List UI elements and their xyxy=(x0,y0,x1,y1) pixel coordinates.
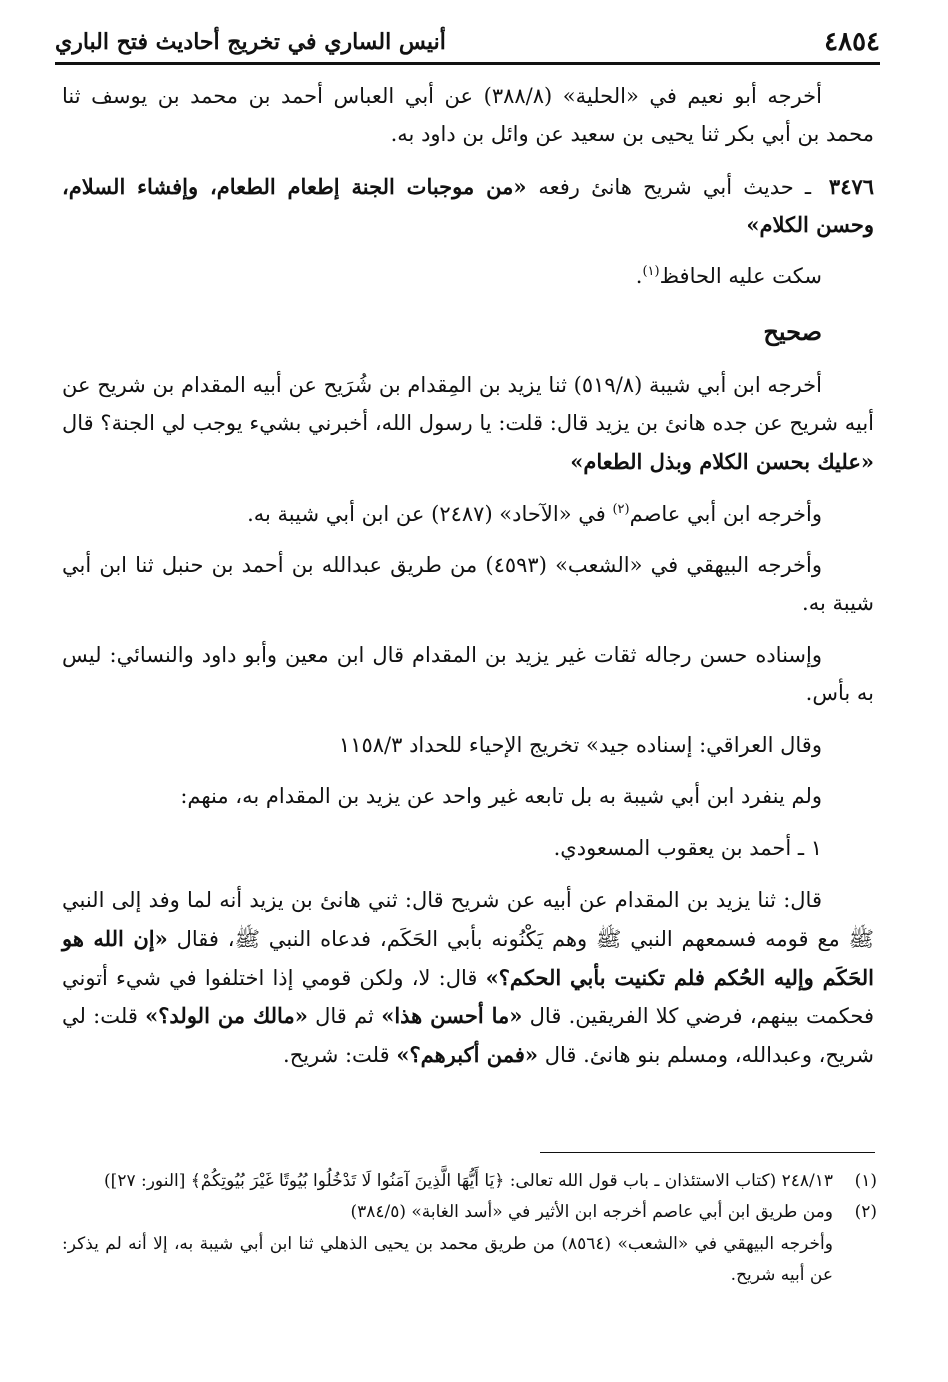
footnote-ref-1: (١) xyxy=(642,264,660,280)
hadith-lead: ـ حديث أبي شريح هانئ رفعه xyxy=(538,174,812,199)
hadith-number: ٣٤٧٦ xyxy=(828,173,875,199)
footnote-1-text: ٢٤٨/١٣ (كتاب الاستئذان ـ باب قول الله تعالى: ﴿يَا أَيُّهَا الَّذِينَ آمَنُوا لَا تَدْخُلُوا بُيُوتًا غَيْرَ بُيُوتِكُمْ﴾ [النور: ٢٧]) xyxy=(104,1171,833,1191)
paragraph-7: ولم ينفرد ابن أبي شيبة به بل تابعه غير واحد عن يزيد بن المقدام به، منهم: xyxy=(180,784,822,809)
paragraph-9 xyxy=(62,882,874,1075)
paragraph-2-quote: «عليك بحسن الكلام وبذل الطعام» xyxy=(570,448,874,474)
paragraph-8: ١ ـ أحمد بن يعقوب المسعودي. xyxy=(553,836,822,861)
paragraph-9-e: قلت: لي شريح، وعبدالله، ومسلم بنو هانئ. قال xyxy=(62,1004,874,1068)
footnote-ref-2: (٢) xyxy=(612,501,630,517)
footnote-2-continuation: وأخرجه البيهقي في «الشعب» (٨٥٦٤) من طريق محمد بن يحيى الذهلي ثنا ابن أبي شيبة به، إلا أنه لم يذكر: عن أبيه شريح. xyxy=(62,1233,833,1286)
footnote-divider xyxy=(540,1152,875,1153)
hadith-entry xyxy=(62,168,874,245)
paragraph-9-quote-2: «ما أحسن هذا» xyxy=(381,1003,523,1029)
page-number: ٤٨٥٤ xyxy=(824,27,880,57)
page-header xyxy=(55,22,880,65)
paragraph-9-f: قلت: شريح. xyxy=(283,1043,390,1068)
paragraph-3 xyxy=(62,496,874,534)
paragraph-2-text: أخرجه ابن أبي شيبة (٥١٩/٨) ثنا يزيد بن المِقدام بن شُرَيح عن أبيه المقدام بن شريح عن أبيه شريح عن جده هانئ بن يزيد قال: قلت: يا رسول الله، أخبرني بشيء يوجب لي الجنة؟ قال xyxy=(62,373,874,435)
footnote-1-marker: (١) xyxy=(854,1171,877,1191)
paragraph-6: وقال العراقي: إسناده جيد» تخريج الإحياء للحداد ١١٥٨/٣ xyxy=(338,732,822,757)
main-text xyxy=(62,78,874,1089)
silence-note: سكت عليه الحافظ$^{(١)}$. xyxy=(635,264,822,289)
footnote-2 xyxy=(62,1197,877,1228)
footnote-1 xyxy=(62,1166,877,1197)
paragraph-9-a: قال: ثنا يزيد بن المقدام عن أبيه عن شريح قال: ثني هانئ بن يزيد أنه لما وفد إلى النبي ﷺ مع قومه فسمعهم النبي ﷺ وهم يَكْنُونه بأبي الحَكَم، فدعاه النبي ﷺ، فقال xyxy=(62,887,875,951)
paragraph-9-quote-3: «مالك من الولد؟» xyxy=(145,1003,308,1029)
silence-text: سكت عليه الحافظ xyxy=(659,264,822,289)
paragraph-9-quote-1: «إن الله هو الحَكَم وإليه الحُكم فلم تكنيت بأبي الحكم؟» xyxy=(62,925,874,990)
paragraph-3-b: في «الآحاد» (٢٤٨٧) عن ابن أبي شيبة به. xyxy=(247,501,606,526)
paragraph-1: أخرجه أبو نعيم في «الحلية» (٣٨٨/٨) عن أبي العباس أحمد بن محمد بن يوسف ثنا محمد بن أبي بكر ثنا يحيى بن سعيد عن وائل بن داود به. xyxy=(62,84,874,146)
paragraph-9-quote-4: «فمن أكبرهم؟» xyxy=(396,1042,539,1068)
footnote-2-marker: (٢) xyxy=(854,1202,877,1223)
paragraph-5: وإسناده حسن رجاله ثقات غير يزيد بن المقدام قال ابن معين وأبو داود والنسائي: ليس به بأس. xyxy=(62,642,874,705)
paragraph-2 xyxy=(62,367,874,481)
paragraph-3-a: وأخرجه ابن أبي عاصم xyxy=(629,501,822,526)
paragraph-9-c: قال: لا، ولكن قومي إذا اختلفوا في شيء أتوني فحكمت بينهم، فرضي كلا الفريقين. قال xyxy=(62,965,874,1029)
hadith-text: «من موجبات الجنة إطعام الطعام، وإفشاء السلام، وحسن الكلام» xyxy=(62,173,874,238)
footnote-2-text: ومن طريق ابن أبي عاصم أخرجه ابن الأثير في «أسد الغابة» (٣٨٤/٥) xyxy=(350,1202,833,1223)
footnotes xyxy=(62,1166,877,1292)
paragraph-9-d: ثم قال xyxy=(315,1004,374,1029)
paragraph-4: وأخرجه البيهقي في «الشعب» (٤٥٩٣) من طريق عبدالله بن أحمد بن حنبل ثنا ابن أبي شيبة به. xyxy=(62,553,874,616)
grade-heading: صحيح xyxy=(763,316,822,346)
book-title: أنيس الساري في تخريج أحاديث فتح الباري xyxy=(55,29,446,55)
